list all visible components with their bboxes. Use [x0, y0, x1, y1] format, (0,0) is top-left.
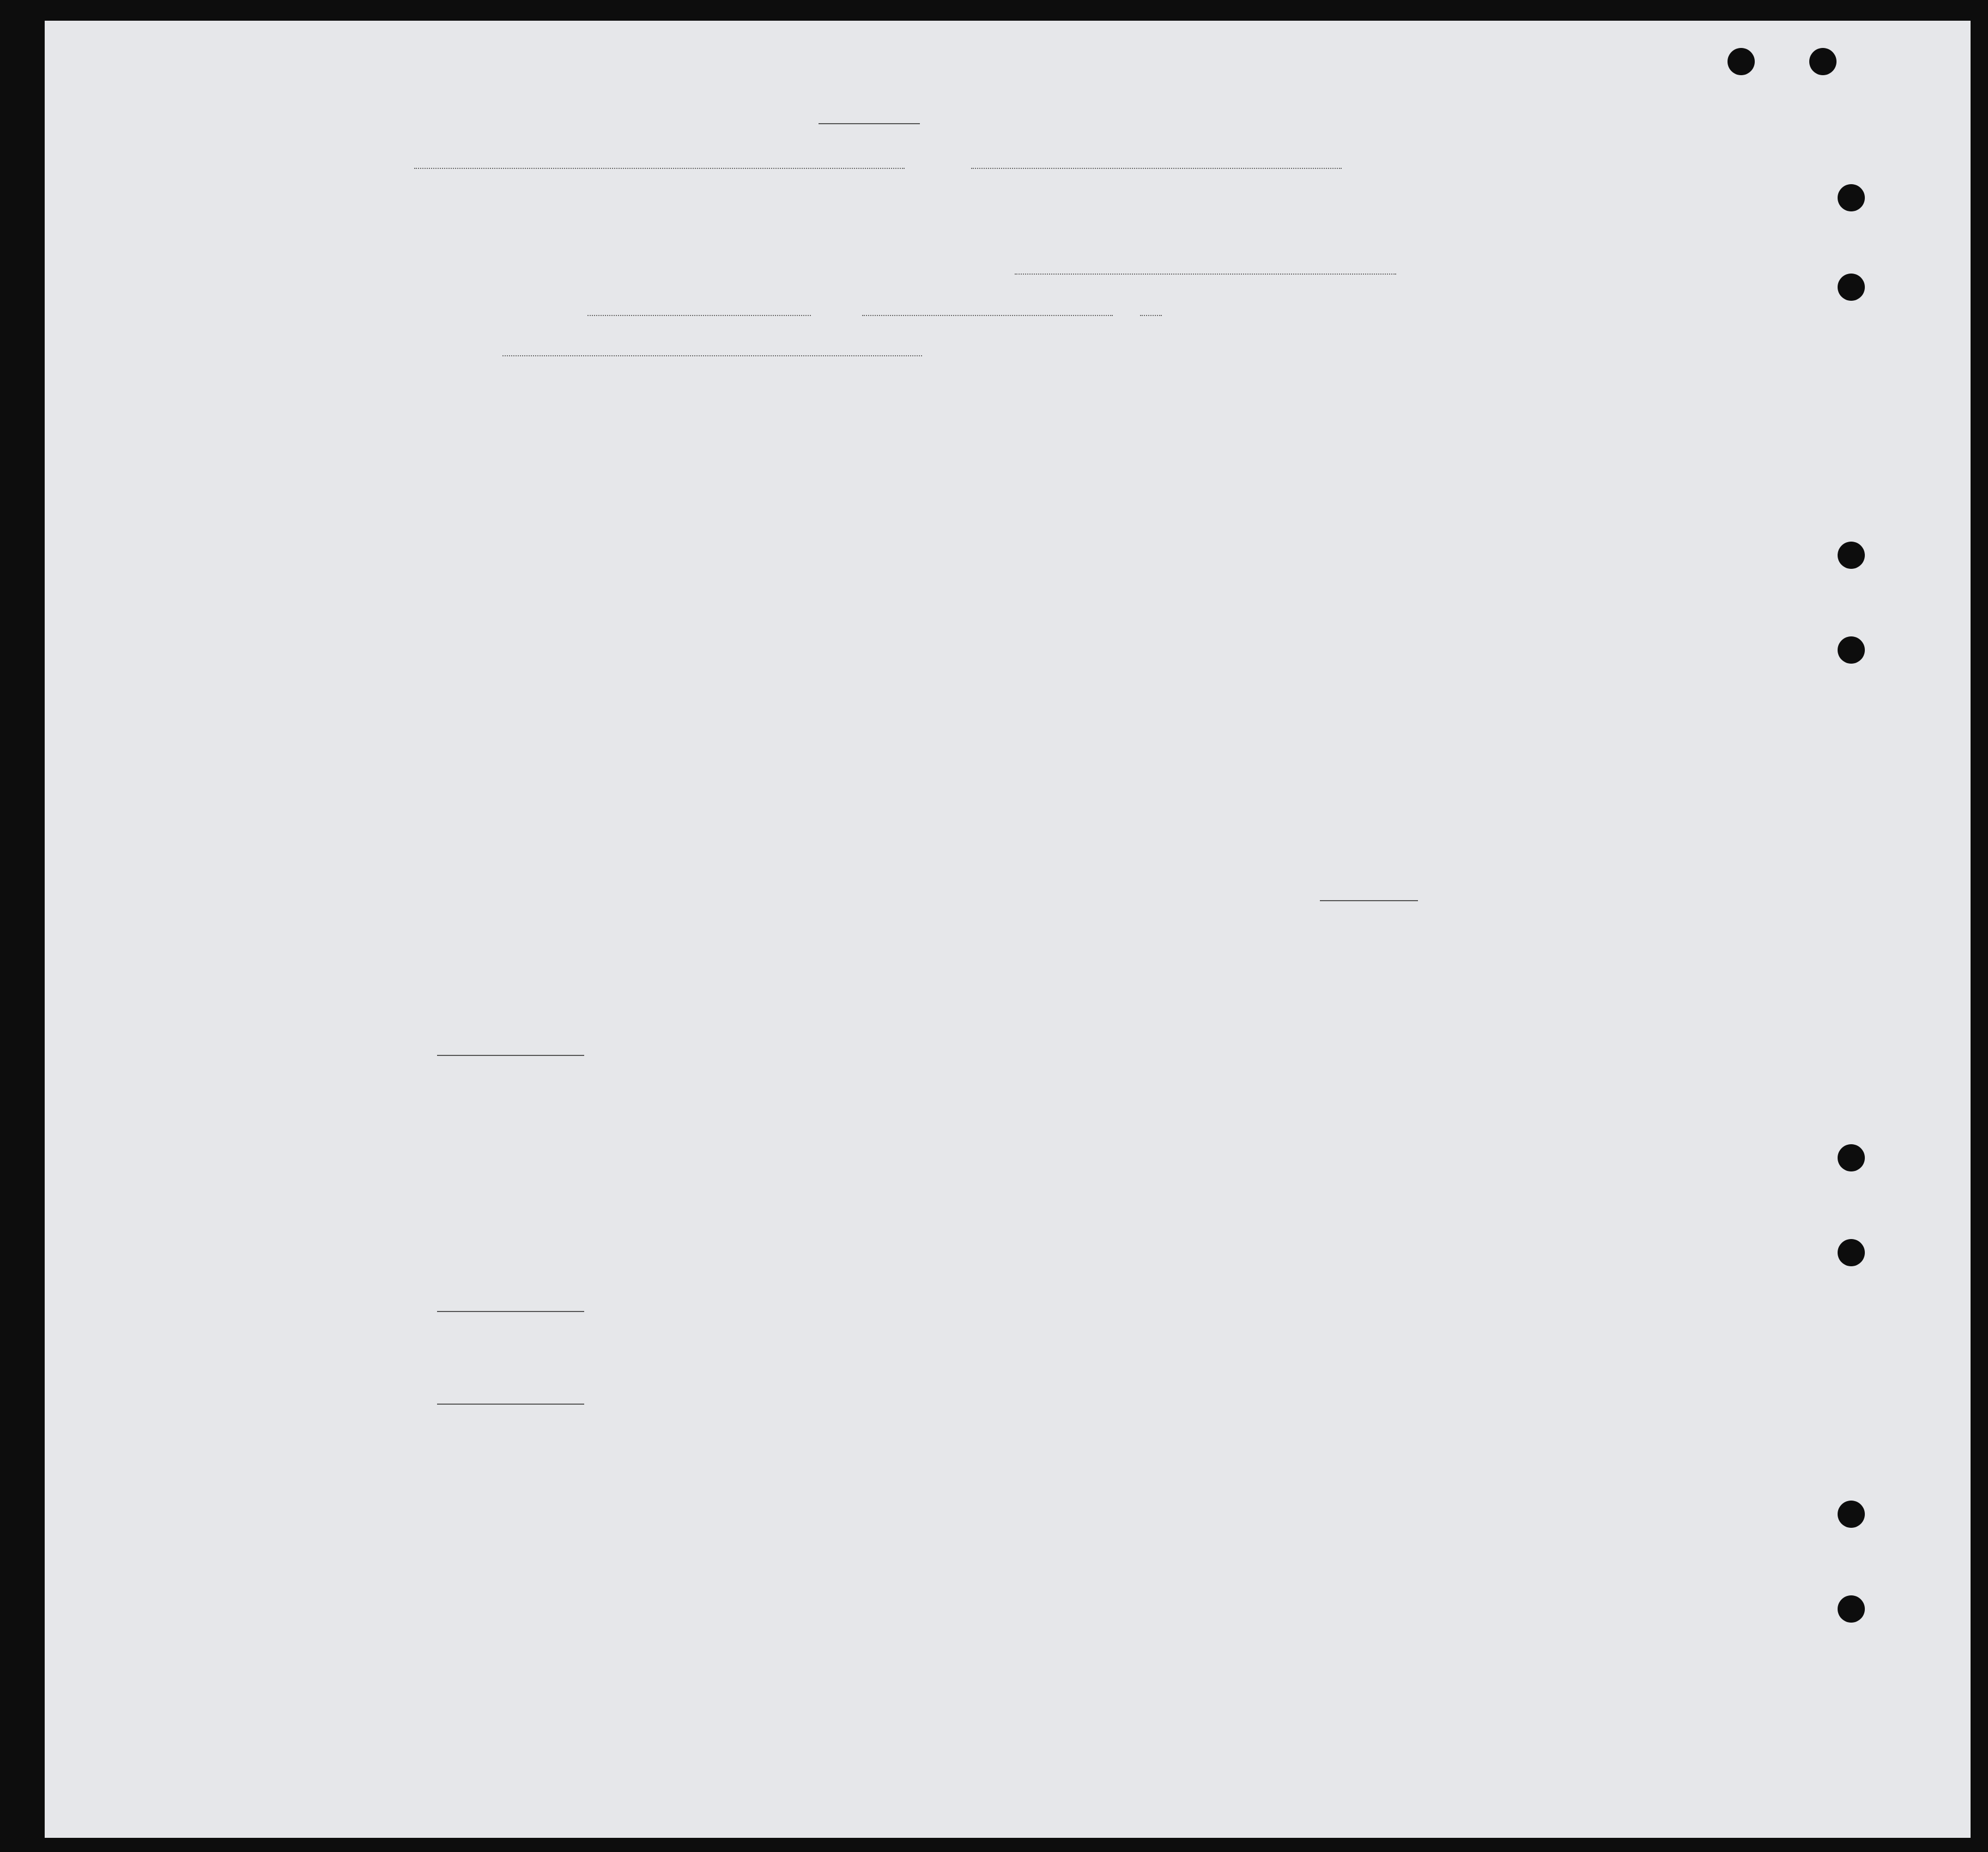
- sworn-field-line: [587, 315, 811, 316]
- rule7-divider: [437, 1404, 584, 1405]
- binder-hole: [1838, 636, 1865, 664]
- document-page: [45, 21, 1971, 1838]
- binder-hole: [1838, 184, 1865, 211]
- binder-hole: [1838, 542, 1865, 569]
- binder-hole: [1809, 48, 1837, 75]
- binder-hole: [1838, 1144, 1865, 1171]
- month-field-line: [862, 315, 1113, 316]
- vessel-field-line: [971, 168, 1342, 169]
- master-field-line: [414, 168, 905, 169]
- binder-hole: [1838, 1239, 1865, 1266]
- title-divider: [819, 123, 920, 124]
- extract-1917-divider: [437, 1311, 584, 1312]
- inspector-line: [502, 355, 922, 356]
- signature-line: [1015, 274, 1396, 275]
- binder-hole: [1838, 1595, 1865, 1623]
- binder-hole: [1838, 1501, 1865, 1528]
- races-divider: [1320, 900, 1418, 901]
- binder-hole: [1838, 274, 1865, 301]
- notice-divider: [437, 1055, 584, 1056]
- year-field-line: [1140, 315, 1162, 316]
- binder-hole: [1728, 48, 1755, 75]
